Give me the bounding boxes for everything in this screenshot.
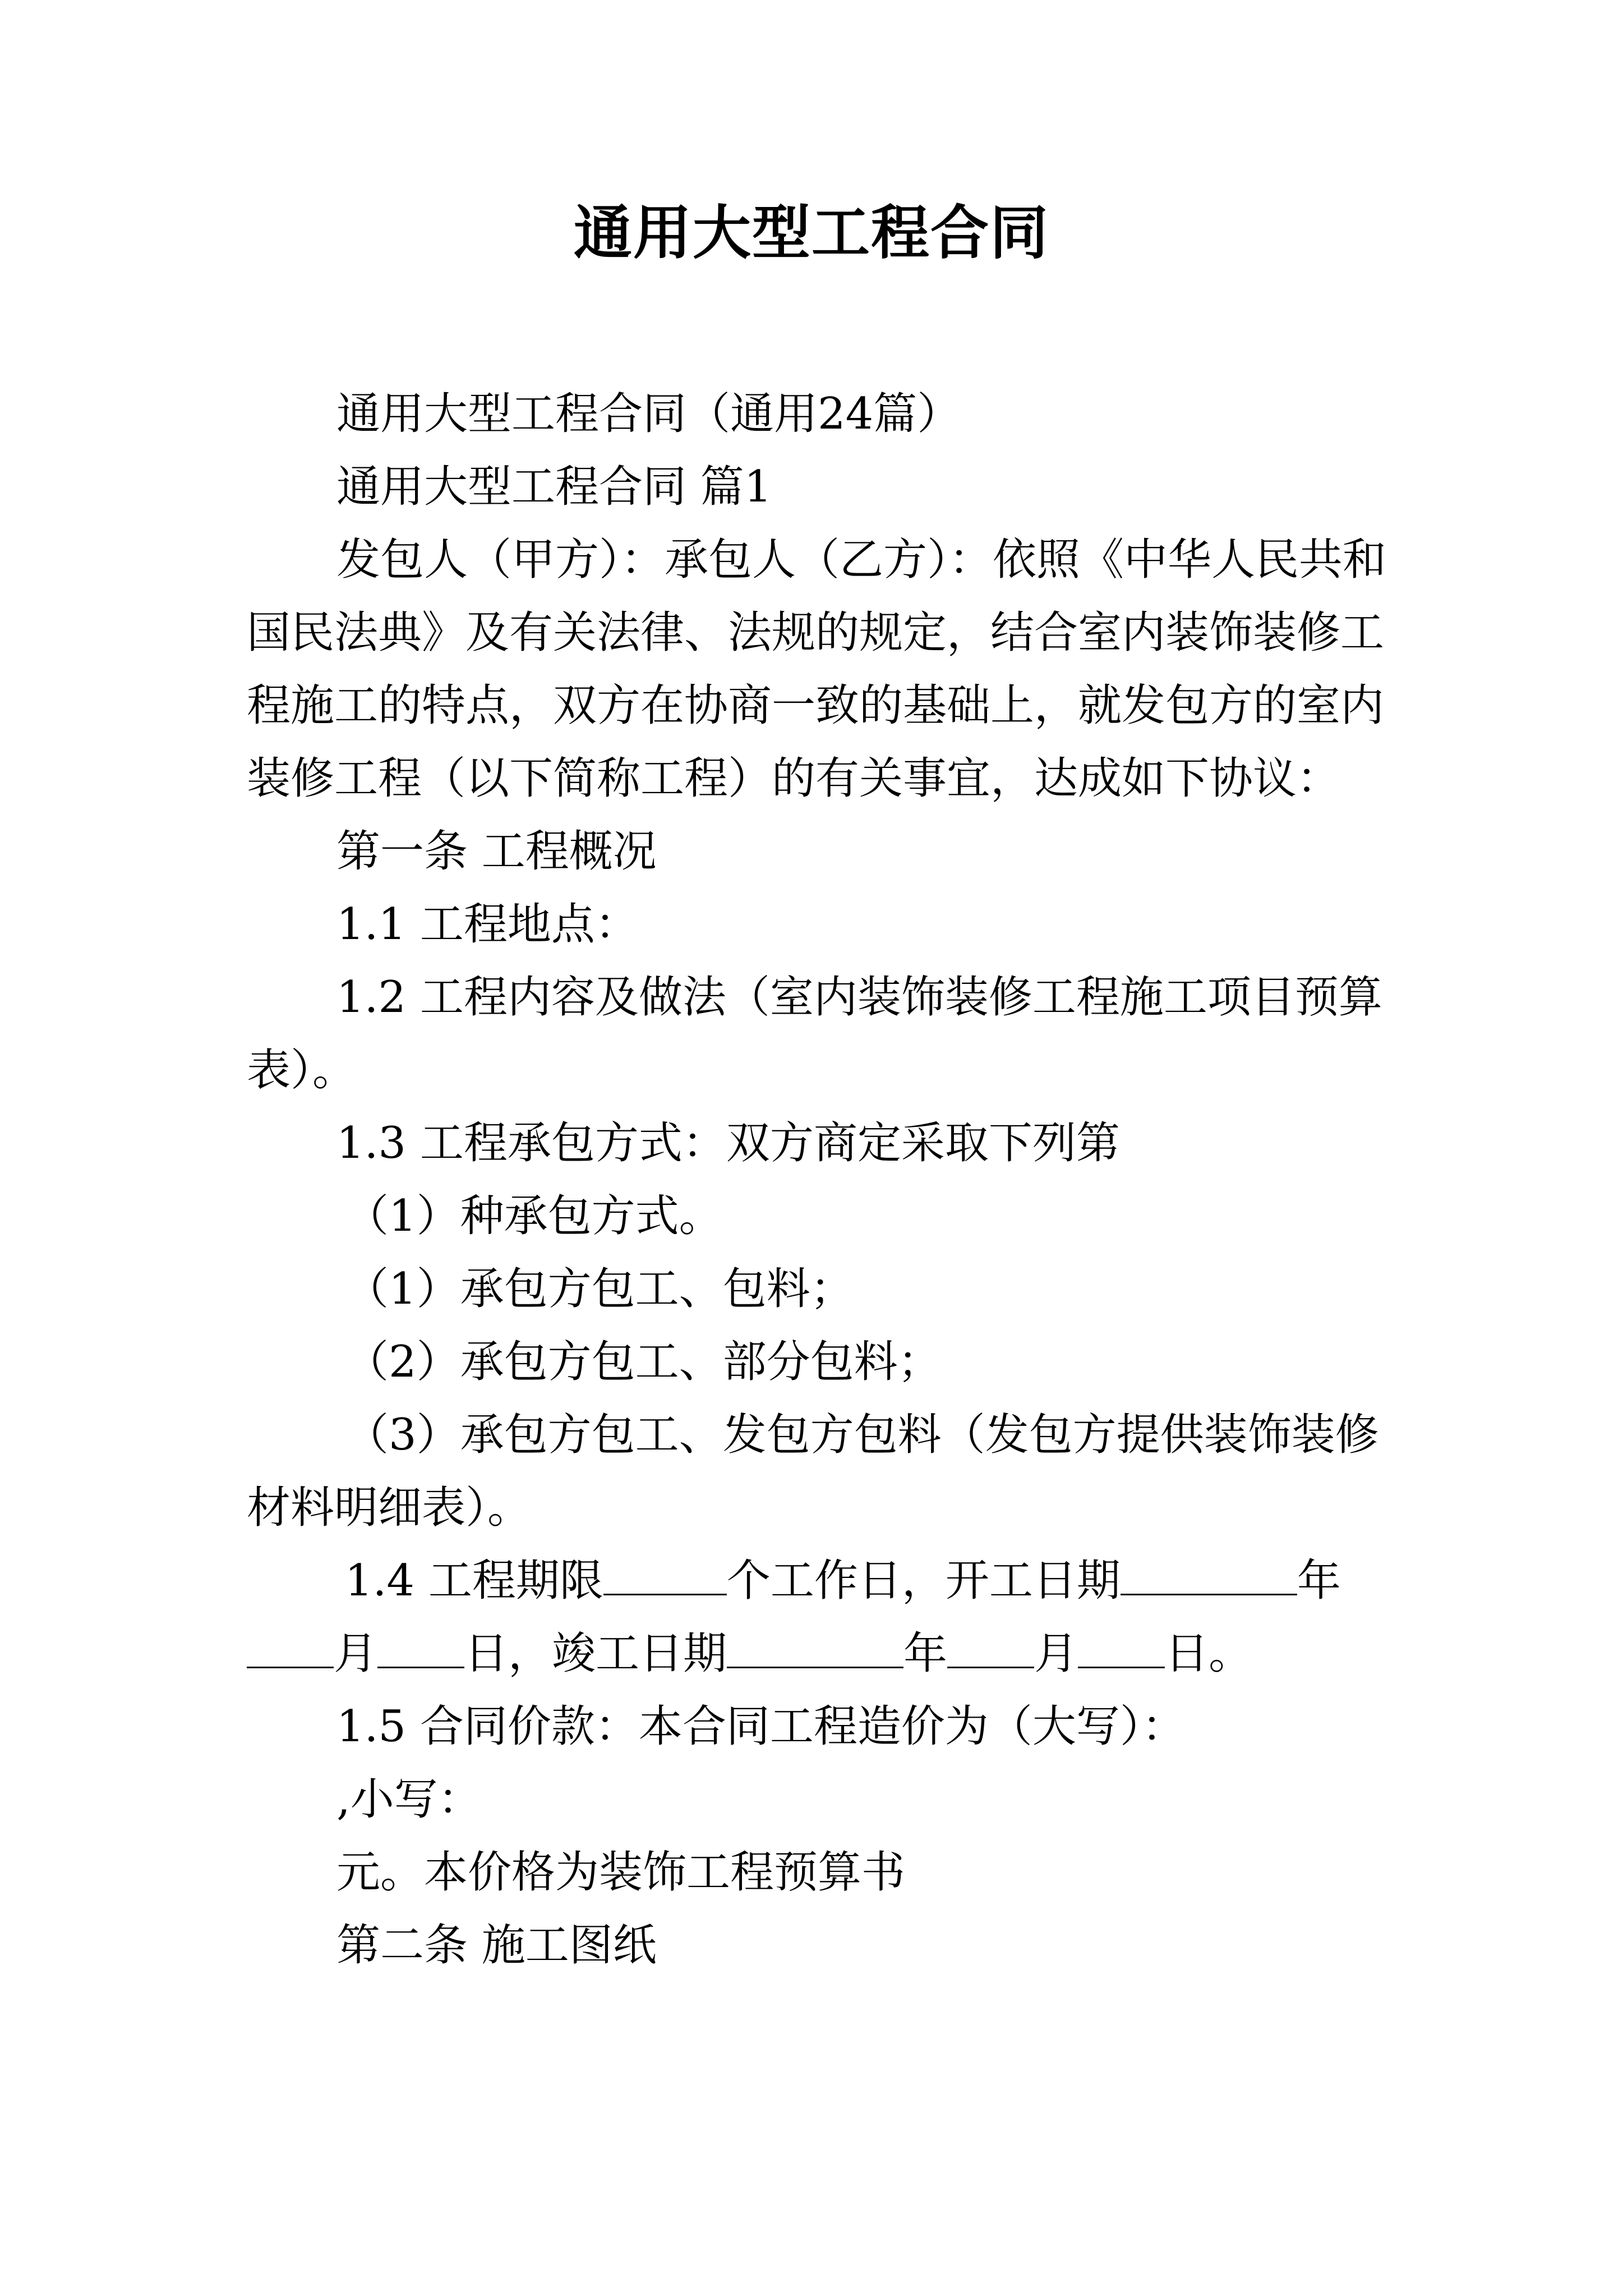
clause-line-with-blanks — [247, 1626, 1252, 1682]
article-heading-line: 第一条 工程概况 — [336, 826, 657, 877]
option-line: 材料明细表）。 — [247, 1483, 532, 1533]
clause-text: 日。 — [1165, 1628, 1253, 1679]
blank-duration-days — [603, 1554, 727, 1595]
clause-text: 年 — [903, 1628, 948, 1679]
clause-line: 1.3 工程承包方式：双方商定采取下列第 — [336, 1118, 1120, 1168]
section-heading-line: 通用大型工程合同 篇1 — [336, 462, 772, 512]
option-line: （2）承包方包工、部分包料； — [345, 1337, 942, 1387]
blank-start-day — [377, 1627, 464, 1668]
clause-text: 月 — [334, 1628, 378, 1679]
clause-line-with-blanks — [345, 1553, 1341, 1609]
clause-line: 表）。 — [247, 1045, 357, 1096]
clause-line: 1.1 工程地点： — [336, 899, 639, 950]
clause-text: 月 — [1034, 1628, 1078, 1679]
option-line: （1）种承包方式。 — [345, 1191, 723, 1241]
article-heading-line: 第二条 施工图纸 — [336, 1920, 657, 1971]
blank-start-year — [1121, 1554, 1297, 1595]
paragraph-line: 装修工程（以下简称工程）的有关事宜，达成如下协议： — [247, 753, 1341, 804]
document-title: 通用大型工程合同 — [573, 199, 1049, 267]
subtitle-line: 通用大型工程合同（通用24篇） — [336, 389, 961, 439]
clause-text: 年 — [1297, 1556, 1341, 1606]
blank-end-year — [727, 1627, 903, 1668]
option-line: （3）承包方包工、发包方包料（发包方提供装饰装修 — [345, 1410, 1379, 1460]
blank-end-day — [1078, 1627, 1165, 1668]
paragraph-line: 国民法典》及有关法律、法规的规定，结合室内装饰装修工 — [247, 608, 1385, 658]
blank-end-month — [947, 1627, 1034, 1668]
clause-line: ,小写： — [336, 1774, 482, 1825]
blank-start-month — [247, 1627, 334, 1668]
clause-text: 1.4 工程期限 — [345, 1556, 603, 1606]
paragraph-line: 程施工的特点，双方在协商一致的基础上，就发包方的室内 — [247, 680, 1385, 731]
paragraph-line: 发包人（甲方）：承包人（乙方）：依照《中华人民共和 — [336, 535, 1387, 585]
clause-text: 日，竣工日期 — [464, 1628, 727, 1679]
clause-line: 1.5 合同价款：本合同工程造价为（大写）： — [336, 1701, 1186, 1752]
clause-line: 1.2 工程内容及做法（室内装饰装修工程施工项目预算 — [336, 972, 1382, 1023]
clause-text: 个工作日，开工日期 — [726, 1556, 1121, 1606]
option-line: （1）承包方包工、包料； — [345, 1264, 854, 1314]
clause-line: 元。本价格为装饰工程预算书 — [336, 1847, 906, 1898]
